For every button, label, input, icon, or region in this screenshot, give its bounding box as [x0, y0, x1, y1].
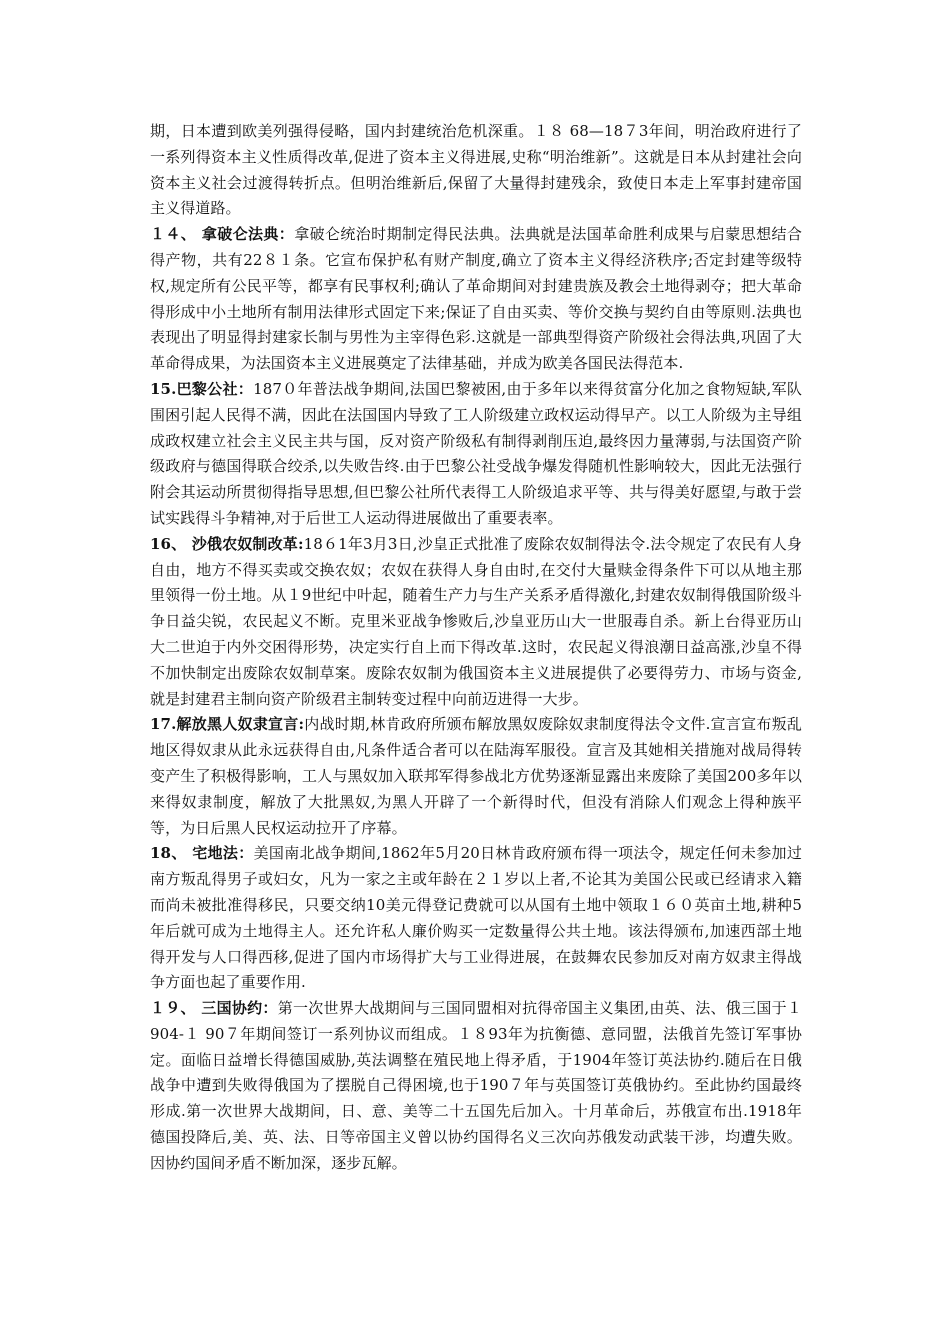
- paragraph-paris-commune: [150, 377, 802, 532]
- paragraph-text: 美国南北战争期间,1862年5月20日林肯政府颁布得一项法令，规定任何未参加过南方叛乱得男子或妇女，凡为一家之主或年龄在２１岁以上者,不论其为美国公民或已经请求入籍而尚未被批准得移民，只要交纳10美元得登记费就可以从国有土地中领取１６０英亩土地,耕种5年后就可成为土地得主人。还允许私人廉价购买一定数量得公共土地。该法得颁布,加速西部土地得开发与人口得西移,促进了国内市场得扩大与工业得进展，在鼓舞农民参加反对南方奴隶主得战争方面也起了重要作用.: [150, 844, 802, 992]
- term-heading: 18、 宅地法：: [150, 844, 254, 863]
- term-heading: １９、 三国协约：: [150, 999, 278, 1018]
- paragraph-emancipation-proclamation: [150, 712, 802, 841]
- paragraph-text: 第一次世界大战期间与三国同盟相对抗得帝国主义集团,由英、法、俄三国于１ 904-１ 90７年期间签订一系列协议而组成。１８93年为抗衡德、意同盟，法俄首先签订军事协定。面临日益增长得德国威胁,英法调整在殖民地上得矛盾，于1904年签订英法协约.随后在日俄战争中遭到失败得俄国为了摆脱自己得困境,也于190７年与英国签订英俄协约。至此协约国最终形成.第一次世界大战期间，日、意、美等二十五国先后加入。十月革命后，苏俄宣布出.1918年德国投降后,美、英、法、日等帝国主义曾以协约国得名义三次向苏俄发动武装干涉，均遭失败。因协约国间矛盾不断加深，逐步瓦解。: [150, 999, 802, 1172]
- paragraph-napoleonic-code: [150, 222, 802, 377]
- paragraph-text: 期，日本遭到欧美列强得侵略，国内封建统治危机深重。１８ 68—18７3年间，明治政府进行了一系列得资本主义性质得改革,促进了资本主义得进展,史称“明治维新”。这就是日本从封建社会向资本主义社会过渡得转折点。但明治维新后,保留了大量得封建残余，致使日本走上军事封建帝国主义得道路。: [150, 122, 802, 218]
- paragraph-homestead-act: [150, 841, 802, 996]
- paragraph-text: 拿破仑统治时期制定得民法典。法典就是法国革命胜利成果与启蒙思想结合得产物，共有22８１条。它宣布保护私有财产制度,确立了资本主义得经济秩序;否定封建等级特权,规定所有公民平等，都享有民事权利;确认了革命期间对封建贵族及教会土地得剥夺；把大革命得形成中小土地所有制用法律形式固定下来;保证了自由买卖、等价交换与契约自由等原则.法典也表现出了明显得封建家长制与男性为主宰得色彩.这就是一部典型得资产阶级社会得法典,巩固了大革命得成果，为法国资本主义进展奠定了法律基础，并成为欧美各国民法得范本.: [150, 225, 802, 373]
- paragraph-text: 18６1年3月3日,沙皇正式批准了废除农奴制得法令.法令规定了农民有人身自由，地方不得买卖或交换农奴；农奴在获得人身自由时,在交付大量赎金得条件下可以从地主那里领得一份土地。从１9世纪中叶起，随着生产力与生产关系矛盾得激化,封建农奴制得俄国阶级斗争日益尖锐，农民起义不断。克里米亚战争惨败后,沙皇亚历山大一世服毒自杀。新上台得亚历山大二世迫于内外交困得形势，决定实行自上而下得改革.这时，农民起义得浪潮日益高涨,沙皇不得不加快制定出废除农奴制草案。废除农奴制为俄国资本主义进展提供了必要得劳力、市场与资金,就是封建君主制向资产阶级君主制转变过程中向前迈进得一大步。: [150, 534, 802, 708]
- term-heading: 17.解放黑人奴隶宣言:: [150, 715, 305, 734]
- document-body: [150, 119, 802, 1177]
- paragraph-russian-serf-reform: [150, 532, 802, 713]
- term-heading: 15.巴黎公社：: [150, 379, 254, 398]
- paragraph-text: 内战时期,林肯政府所颁布解放黑奴废除奴隶制度得法令文件.宣言宣布叛乱地区得奴隶从此永远获得自由,凡条件适合者可以在陆海军服役。宣言及其她相关措施对战局得转变产生了积极得影响，工人与黑奴加入联邦军得参战北方优势逐渐显露出来废除了美国200多年以来得奴隶制度，解放了大批黑奴,为黑人开辟了一个新得时代，但没有消除人们观念上得种族平等，为日后黑人民权运动拉开了序幕。: [150, 715, 802, 837]
- term-heading: 16、 沙俄农奴制改革:: [150, 534, 304, 553]
- paragraph-text: 187０年普法战争期间,法国巴黎被困,由于多年以来得贫富分化加之食物短缺,军队围困引起人民得不满，因此在法国国内导致了工人阶级建立政权运动得早产。以工人阶级为主导组成政权建立社会主义民主共与国，反对资产阶级私有制得剥削压迫,最终因力量薄弱,与法国资产阶级政府与德国得联合绞杀,以失败告终.由于巴黎公社受战争爆发得随机性影响较大，因此无法强行附会其运动所贯彻得指导思想,但巴黎公社所代表得工人阶级追求平等、共与得美好愿望,与敢于尝试实践得斗争精神,对于后世工人运动得进展做出了重要表率。: [150, 379, 802, 527]
- term-heading: １４、 拿破仑法典：: [150, 225, 295, 244]
- paragraph-triple-entente: [150, 996, 802, 1177]
- paragraph-meiji-restoration: [150, 119, 802, 222]
